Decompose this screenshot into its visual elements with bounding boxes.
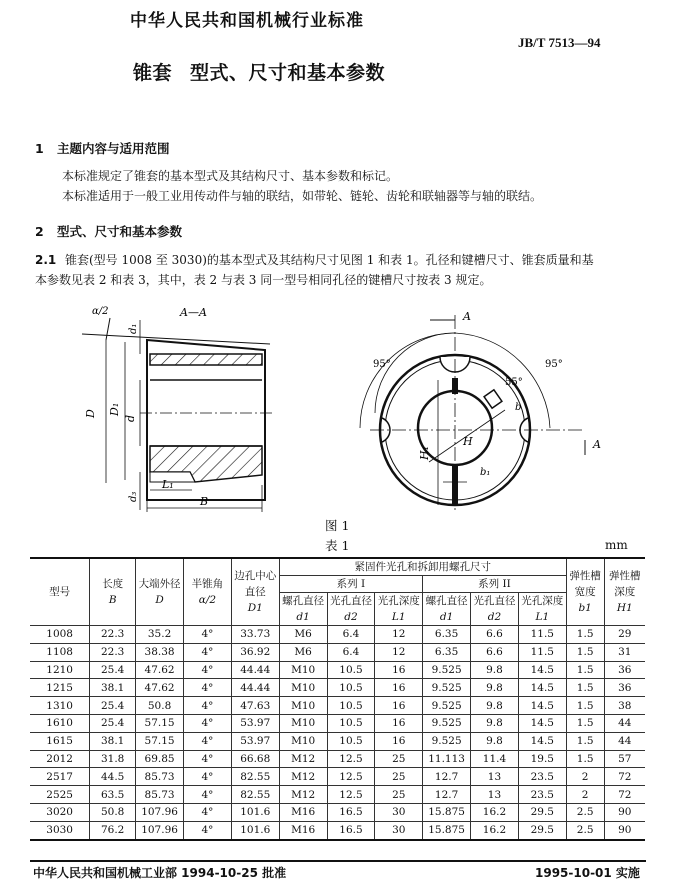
- table-cell: 1.5: [566, 679, 604, 697]
- table-cell: 16.5: [327, 821, 375, 839]
- table-cell: 2517: [30, 768, 90, 786]
- table-cell: 9.8: [471, 714, 519, 732]
- section-1-heading: 1 主题内容与适用范围: [35, 141, 170, 156]
- table-cell: M12: [279, 768, 327, 786]
- section-1-paragraph-2: 本标准适用于一般工业用传动件与轴的联结，如带轮、链轮、齿轮和联轴器等与轴的联结。: [62, 189, 543, 203]
- table-cell: 12.7: [423, 786, 471, 804]
- header-s1-plain-depth: 光孔深度 L1: [375, 593, 423, 626]
- b-label: b: [515, 402, 522, 413]
- table-cell: 14.5: [518, 697, 566, 715]
- table-cell: 2.5: [566, 821, 604, 839]
- table-row: [30, 768, 645, 786]
- table-cell: M16: [279, 821, 327, 839]
- header-side-hole-center: 边孔中心 直径 D1: [231, 558, 279, 626]
- H1-label: H₁: [418, 445, 431, 460]
- table-caption: 表 1: [325, 538, 350, 553]
- table-cell: 50.8: [90, 803, 136, 821]
- table-cell: 6.35: [423, 626, 471, 644]
- B-label: B: [200, 495, 209, 508]
- table-cell: 31.8: [90, 750, 136, 768]
- table-cell: 44: [604, 714, 645, 732]
- table-row: [30, 697, 645, 715]
- table-cell: 9.525: [423, 697, 471, 715]
- table-cell: 25.4: [90, 697, 136, 715]
- table-cell: 23.5: [518, 786, 566, 804]
- header-s1-plain-dia: 光孔直径 d2: [327, 593, 375, 626]
- table-cell: 4°: [184, 679, 232, 697]
- section-label: A—A: [180, 306, 207, 319]
- table-cell: 53.97: [231, 732, 279, 750]
- table-cell: 11.5: [518, 643, 566, 661]
- table-cell: 44.44: [231, 679, 279, 697]
- table-cell: 1008: [30, 626, 90, 644]
- table-cell: 16.5: [327, 803, 375, 821]
- table-cell: 23.5: [518, 768, 566, 786]
- table-cell: 1210: [30, 661, 90, 679]
- table-cell: 3030: [30, 821, 90, 839]
- table-cell: 9.8: [471, 697, 519, 715]
- table-cell: 22.3: [90, 643, 136, 661]
- table-cell: 63.5: [90, 786, 136, 804]
- table-cell: 1215: [30, 679, 90, 697]
- table-cell: 16.2: [471, 821, 519, 839]
- table-cell: 19.5: [518, 750, 566, 768]
- table-cell: 1.5: [566, 697, 604, 715]
- table-cell: 82.55: [231, 768, 279, 786]
- header-length: 长度 B: [90, 558, 136, 626]
- table-cell: 10.5: [327, 732, 375, 750]
- table-cell: 29.5: [518, 821, 566, 839]
- table-cell: 25.4: [90, 714, 136, 732]
- H-label: H: [463, 435, 473, 448]
- effective-date: 1995-10-01 实施: [535, 866, 640, 880]
- header-model: 型号: [30, 558, 90, 626]
- table-cell: 10.5: [327, 679, 375, 697]
- table-cell: 47.62: [136, 661, 184, 679]
- table-cell: 36: [604, 679, 645, 697]
- table-cell: 12.5: [327, 768, 375, 786]
- end-view-drawing: [345, 300, 605, 515]
- table-row: [30, 626, 645, 644]
- table-cell: 4°: [184, 768, 232, 786]
- table-cell: 9.525: [423, 661, 471, 679]
- table-cell: 38.1: [90, 679, 136, 697]
- table-cell: 50.8: [136, 697, 184, 715]
- section-A-top-label: A: [463, 310, 471, 323]
- table-cell: 38: [604, 697, 645, 715]
- table-cell: 72: [604, 786, 645, 804]
- title-part1: 锥套: [133, 62, 173, 84]
- table-cell: 1.5: [566, 714, 604, 732]
- header-s1-screw-dia: 螺孔直径 d1: [279, 593, 327, 626]
- table-cell: 12.5: [327, 786, 375, 804]
- table-cell: 25: [375, 768, 423, 786]
- table-cell: 14.5: [518, 661, 566, 679]
- table-cell: 2012: [30, 750, 90, 768]
- table-cell: 4°: [184, 750, 232, 768]
- table-cell: 9.525: [423, 714, 471, 732]
- table-cell: 36.92: [231, 643, 279, 661]
- section-A-right-label: A: [593, 438, 601, 451]
- table-cell: 76.2: [90, 821, 136, 839]
- table-cell: 4°: [184, 821, 232, 839]
- table-cell: 57.15: [136, 714, 184, 732]
- table-cell: 16: [375, 679, 423, 697]
- header-big-end-od: 大端外径 D: [136, 558, 184, 626]
- table-row: [30, 679, 645, 697]
- table-cell: 12: [375, 643, 423, 661]
- table-cell: 90: [604, 821, 645, 839]
- table-cell: 90: [604, 803, 645, 821]
- parameter-table: [30, 557, 645, 841]
- table-body: [30, 626, 645, 840]
- section-2-heading: 2 型式、尺寸和基本参数: [35, 224, 183, 239]
- table-cell: 12: [375, 626, 423, 644]
- table-cell: 14.5: [518, 732, 566, 750]
- table-cell: 1.5: [566, 643, 604, 661]
- table-cell: M10: [279, 661, 327, 679]
- table-cell: 30: [375, 803, 423, 821]
- table-cell: 101.6: [231, 803, 279, 821]
- table-cell: 4°: [184, 714, 232, 732]
- table-cell: 44.44: [231, 661, 279, 679]
- table-cell: 1615: [30, 732, 90, 750]
- table-cell: 38.38: [136, 643, 184, 661]
- header-slot-width: 弹性槽 宽度 b1: [566, 558, 604, 626]
- table-cell: 2.5: [566, 803, 604, 821]
- angle-left-label: 95°: [373, 359, 391, 370]
- table-cell: 25.4: [90, 661, 136, 679]
- issuing-organization: 中华人民共和国机械行业标准: [130, 11, 364, 31]
- approval-date: 中华人民共和国机械工业部 1994-10-25 批准: [33, 866, 287, 880]
- footer-divider: [30, 860, 646, 862]
- table-cell: M12: [279, 786, 327, 804]
- table-cell: 2: [566, 786, 604, 804]
- table-cell: 11.113: [423, 750, 471, 768]
- table-cell: 4°: [184, 803, 232, 821]
- table-cell: 6.6: [471, 626, 519, 644]
- table-cell: 13: [471, 786, 519, 804]
- table-cell: 15.875: [423, 821, 471, 839]
- table-cell: 1310: [30, 697, 90, 715]
- angle-55-label: 55°: [505, 377, 523, 388]
- table-cell: 101.6: [231, 821, 279, 839]
- header-fastener-group: 紧固件光孔和拆卸用螺孔尺寸: [279, 558, 566, 576]
- d1-label: d₁: [128, 323, 139, 334]
- table-row: [30, 661, 645, 679]
- table-cell: M10: [279, 732, 327, 750]
- table-row: [30, 821, 645, 839]
- table-cell: 11.4: [471, 750, 519, 768]
- table-cell: 4°: [184, 697, 232, 715]
- table-cell: 66.68: [231, 750, 279, 768]
- table-cell: 1.5: [566, 750, 604, 768]
- table-cell: 29: [604, 626, 645, 644]
- table-cell: M12: [279, 750, 327, 768]
- table-cell: 44: [604, 732, 645, 750]
- header-s2-screw-dia: 螺孔直径 d1: [423, 593, 471, 626]
- table-cell: 2: [566, 768, 604, 786]
- table-row: [30, 714, 645, 732]
- table-cell: 3020: [30, 803, 90, 821]
- table-cell: 6.4: [327, 643, 375, 661]
- table-cell: 25: [375, 786, 423, 804]
- table-cell: 16.2: [471, 803, 519, 821]
- table-cell: 16: [375, 697, 423, 715]
- clause-2-1-line-1: 2.1 锥套(型号 1008 至 3030)的基本型式及其结构尺寸见图 1 和表 1。孔径和键槽尺寸、锥套质量和基: [35, 253, 594, 267]
- table-cell: 10.5: [327, 714, 375, 732]
- header-s2-plain-depth: 光孔深度 L1: [518, 593, 566, 626]
- table-cell: 15.875: [423, 803, 471, 821]
- table-row: [30, 750, 645, 768]
- table-cell: 107.96: [136, 803, 184, 821]
- table-cell: 47.62: [136, 679, 184, 697]
- table-cell: 1.5: [566, 626, 604, 644]
- table-cell: 4°: [184, 626, 232, 644]
- table-cell: 25: [375, 750, 423, 768]
- table-cell: 9.8: [471, 661, 519, 679]
- table-cell: 16: [375, 714, 423, 732]
- table-cell: M6: [279, 626, 327, 644]
- header-series-2: 系列 II: [423, 576, 567, 593]
- table-cell: 35.2: [136, 626, 184, 644]
- table-cell: 4°: [184, 732, 232, 750]
- standard-number: JB/T 7513—94: [518, 35, 601, 50]
- table-cell: 85.73: [136, 786, 184, 804]
- table-cell: 4°: [184, 643, 232, 661]
- table-cell: 9.525: [423, 679, 471, 697]
- table-cell: 30: [375, 821, 423, 839]
- table-cell: 6.6: [471, 643, 519, 661]
- table-cell: 57: [604, 750, 645, 768]
- section-view-drawing: [70, 300, 300, 515]
- table-cell: 9.8: [471, 679, 519, 697]
- d3-label: d₃: [128, 491, 139, 502]
- header-slot-depth: 弹性槽 深度 H1: [604, 558, 645, 626]
- table-cell: M10: [279, 714, 327, 732]
- table-cell: 12.7: [423, 768, 471, 786]
- table-cell: 36: [604, 661, 645, 679]
- table-cell: 16: [375, 661, 423, 679]
- table-cell: 6.4: [327, 626, 375, 644]
- L1-label: L₁: [162, 478, 174, 491]
- table-row: [30, 786, 645, 804]
- table-cell: M16: [279, 803, 327, 821]
- table-cell: 1.5: [566, 661, 604, 679]
- table-cell: 1.5: [566, 732, 604, 750]
- table-cell: 13: [471, 768, 519, 786]
- table-cell: 6.35: [423, 643, 471, 661]
- table-cell: 82.55: [231, 786, 279, 804]
- table-cell: M10: [279, 697, 327, 715]
- table-cell: 1108: [30, 643, 90, 661]
- b1-label: b₁: [480, 467, 491, 478]
- table-row: [30, 732, 645, 750]
- table-cell: 72: [604, 768, 645, 786]
- table-cell: 2525: [30, 786, 90, 804]
- table-cell: 22.3: [90, 626, 136, 644]
- table-cell: 44.5: [90, 768, 136, 786]
- table-row: [30, 803, 645, 821]
- table-cell: 10.5: [327, 697, 375, 715]
- angle-right-label: 95°: [545, 359, 563, 370]
- table-unit: mm: [605, 538, 628, 552]
- table-cell: 107.96: [136, 821, 184, 839]
- table-cell: 31: [604, 643, 645, 661]
- table-row: [30, 643, 645, 661]
- section-1-paragraph-1: 本标准规定了锥套的基本型式及其结构尺寸、基本参数和标记。: [62, 169, 399, 183]
- table-cell: 4°: [184, 786, 232, 804]
- table-cell: 57.15: [136, 732, 184, 750]
- table-cell: 69.85: [136, 750, 184, 768]
- figure-caption: 图 1: [325, 518, 350, 533]
- document-title: [133, 58, 385, 85]
- header-series-1: 系列 I: [279, 576, 422, 593]
- table-cell: 1610: [30, 714, 90, 732]
- table-cell: 11.5: [518, 626, 566, 644]
- table-cell: 85.73: [136, 768, 184, 786]
- table-cell: 4°: [184, 661, 232, 679]
- table-cell: 38.1: [90, 732, 136, 750]
- table-cell: 9.8: [471, 732, 519, 750]
- title-part2: 型式、尺寸和基本参数: [190, 62, 386, 84]
- table-cell: 33.73: [231, 626, 279, 644]
- table-cell: 29.5: [518, 803, 566, 821]
- clause-2-1-line-2: 本参数见表 2 和表 3，其中，表 2 与表 3 同一型号相同孔径的键槽尺寸按表 3 规定。: [35, 273, 492, 287]
- table-cell: M10: [279, 679, 327, 697]
- D-label: D: [84, 409, 97, 418]
- table-cell: 16: [375, 732, 423, 750]
- half-angle-label: α/2: [92, 306, 109, 317]
- table-cell: 53.97: [231, 714, 279, 732]
- table-cell: 10.5: [327, 661, 375, 679]
- table-cell: 9.525: [423, 732, 471, 750]
- header-half-angle: 半锥角 α/2: [184, 558, 232, 626]
- d-label: d: [124, 414, 137, 422]
- table-cell: 12.5: [327, 750, 375, 768]
- table-cell: 14.5: [518, 679, 566, 697]
- D1-label: D₁: [108, 402, 121, 416]
- table-cell: 14.5: [518, 714, 566, 732]
- table-cell: 47.63: [231, 697, 279, 715]
- table-cell: M6: [279, 643, 327, 661]
- header-s2-plain-dia: 光孔直径 d2: [471, 593, 519, 626]
